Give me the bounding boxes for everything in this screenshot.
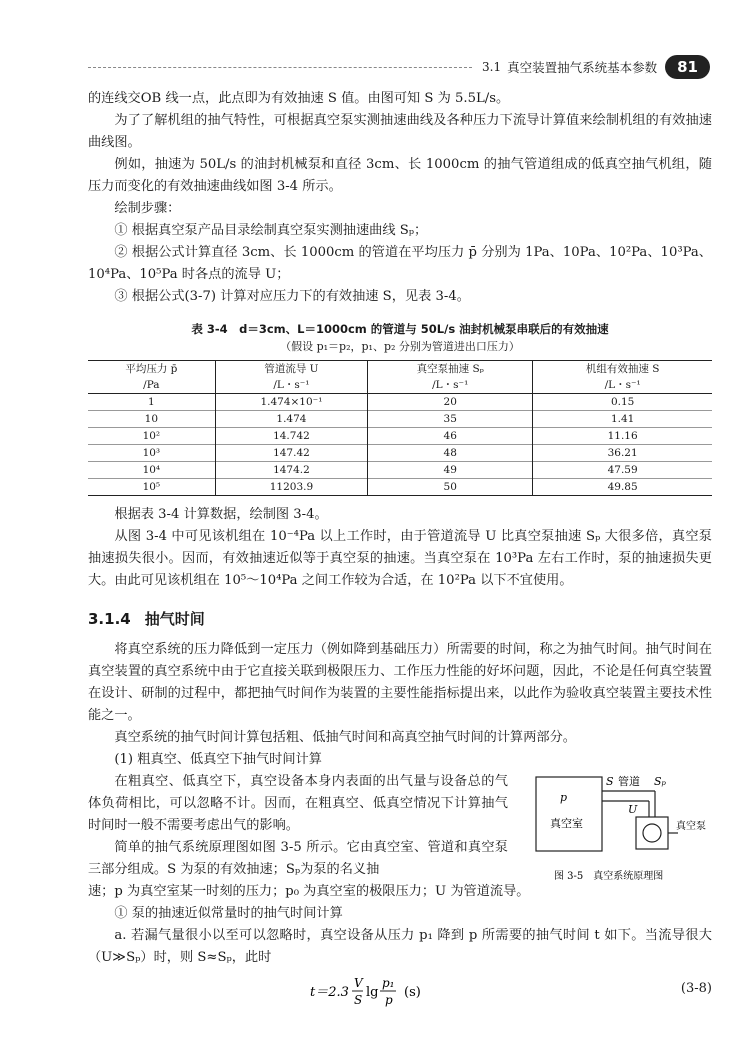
- paragraph: 真空系统的抽气时间计算包括粗、低抽气时间和高真空抽气时间的计算两部分。: [114, 730, 576, 745]
- table-cell: 0.15: [533, 394, 712, 411]
- table-row: [88, 394, 712, 411]
- formula-p1: p₁: [382, 976, 395, 990]
- column-unit: /L・s⁻¹: [215, 377, 367, 394]
- paragraph: 简单的抽气系统原理图如图 3-5 所示。它由真空室、管道和真空泵三部分组成。S 为泵的有效抽速；Sₚ为泵的名义抽: [88, 840, 508, 877]
- table-row: [88, 428, 712, 445]
- vacuum-system-diagram: [532, 771, 712, 885]
- step-item: ① 根据真空泵产品目录绘制真空泵实测抽速曲线 Sₚ；: [114, 223, 428, 238]
- section-number: 3.1.4: [88, 610, 131, 628]
- column-unit: /L・s⁻¹: [533, 377, 712, 394]
- pressure-label: p: [560, 791, 568, 804]
- equation-3-8: [88, 971, 712, 1007]
- table-cell: 10³: [88, 445, 215, 462]
- table-cell: 1.474×10⁻¹: [215, 394, 367, 411]
- table-unit-row: [88, 377, 712, 394]
- subsection-heading: (1) 粗真空、低真空下抽气时间计算: [114, 752, 322, 767]
- paragraph: 在粗真空、低真空下，真空设备本身内表面的出气量与设备总的气体负荷相比，可以忽略不计。因而，在粗真空、低真空情况下计算抽气时间时一般不需要考虑出气的影响。: [88, 774, 508, 833]
- table-cell: 1474.2: [215, 462, 367, 479]
- table-caption: 表 3-4 d＝3cm、L＝1000cm 的管道与 50L/s 油封机械泵串联后的有效抽速: [191, 322, 609, 336]
- paragraph: 从图 3-4 中可见该机组在 10⁻⁴Pa 以上工作时，由于管道流导 U 比真空泵抽速 Sₚ 大很多倍，真空泵抽速损失很小。因而，有效抽速近似等于真空泵的抽速。当真空泵在 10³Pa 左右工作时，泵的抽速损失更大。由此可见该机组在 10⁵～10⁴Pa 之间工作较为合适，在 10²Pa 以下不宜使用。: [88, 529, 712, 588]
- subsection-heading: ① 泵的抽速近似常量时的抽气时间计算: [114, 906, 343, 921]
- figure-wrap: [88, 771, 712, 881]
- data-table: [88, 360, 712, 496]
- table-cell: 49.85: [533, 479, 712, 496]
- paragraph: 根据表 3-4 计算数据，绘制图 3-4。: [114, 507, 328, 522]
- paragraph: 的连线交OB 线一点，此点即为有效抽速 S 值。由图可知 S 为 5.5L/s。: [88, 91, 510, 106]
- paragraph: 绘制步骤：: [114, 201, 181, 216]
- formula-p: p: [385, 993, 393, 1007]
- paragraph: 将真空系统的压力降低到一定压力（例如降到基础压力）所需要的时间，称之为抽气时间。抽气时间在真空装置的真空系统中由于它直接关联到极限压力、工作压力性能的好坏问题，因此，不论是任何真空装置在设计、研制的过程中，都把抽气时间作为装置的主要性能指标提出来，以此作为验收真空装置主要技术性能之一。: [88, 642, 712, 723]
- figure-3-5: [532, 771, 712, 885]
- formula-S: S: [354, 993, 363, 1007]
- figure-caption: 图 3-5 真空系统原理图: [554, 871, 664, 882]
- step-item: ③ 根据公式(3-7) 计算对应压力下的有效抽速 S，见表 3-4。: [114, 289, 470, 304]
- table-header-row: [88, 361, 712, 378]
- table-row: [88, 479, 712, 496]
- table-cell: 10²: [88, 428, 215, 445]
- table-row: [88, 462, 712, 479]
- page-body: [88, 88, 712, 1007]
- table-cell: 20: [368, 394, 533, 411]
- paragraph: 速；p 为真空室某一时刻的压力；p₀ 为真空室的极限压力；U 为管道流导。: [88, 884, 530, 899]
- header-rule: [88, 67, 472, 68]
- formula-V: V: [354, 976, 363, 990]
- table-cell: 10⁴: [88, 462, 215, 479]
- equation-number: (3-8): [680, 981, 712, 996]
- table-cell: 1.41: [533, 411, 712, 428]
- page-header: [88, 54, 710, 80]
- table-row: [88, 411, 712, 428]
- column-header: 平均压力 p̄: [125, 363, 178, 375]
- header-section-number: 3.1: [482, 60, 502, 74]
- table-subcaption: （假设 p₁＝p₂，p₁、p₂ 分别为管道进出口压力）: [280, 340, 520, 353]
- pipe-label: 管道: [618, 775, 640, 788]
- column-header: 真空泵抽速 Sₚ: [368, 361, 533, 378]
- formula-unit: (s): [404, 985, 421, 1000]
- page-number: 81: [665, 55, 710, 79]
- table-cell: 48: [368, 445, 533, 462]
- table-cell: 35: [368, 411, 533, 428]
- pump-box: [636, 817, 668, 849]
- table-cell: 11203.9: [215, 479, 367, 496]
- table-cell: 14.742: [215, 428, 367, 445]
- table-cell: 10: [88, 411, 215, 428]
- U-label: U: [628, 803, 638, 816]
- paragraph: 例如，抽速为 50L/s 的油封机械泵和直径 3cm、长 1000cm 的抽气管道组成的低真空抽气机组，随压力而变化的有效抽速曲线如图 3-4 所示。: [88, 157, 712, 194]
- table-cell: 147.42: [215, 445, 367, 462]
- S-label: S: [606, 775, 614, 788]
- table-cell: 36.21: [533, 445, 712, 462]
- chamber-label: 真空室: [550, 817, 583, 830]
- formula-lhs: t＝2.3: [310, 985, 349, 1000]
- formula-lg: lg: [366, 985, 379, 1000]
- table-cell: 10⁵: [88, 479, 215, 496]
- Sp-label: Sₚ: [654, 775, 666, 788]
- paragraph: 为了了解机组的抽气特性，可根据真空泵实测抽速曲线及各种压力下流导计算值来绘制机组的有效抽速曲线图。: [88, 113, 712, 150]
- table-cell: 1.474: [215, 411, 367, 428]
- column-unit: /Pa: [88, 377, 215, 394]
- formula-expression: [310, 975, 450, 1009]
- step-item: ② 根据公式计算直径 3cm、长 1000cm 的管道在平均压力 p̄ 分别为 1Pa、10Pa、10²Pa、10³Pa、10⁴Pa、10⁵Pa 时各点的流导 U；: [88, 245, 712, 282]
- chamber-box: [536, 777, 602, 851]
- header-section-title: 真空装置抽气系统基本参数: [507, 60, 658, 75]
- pump-label: 真空泵: [676, 821, 706, 832]
- paragraph: a. 若漏气量很小以至可以忽略时，真空设备从压力 p₁ 降到 p 所需要的抽气时间 t 如下。当流导很大（U≫Sₚ）时，则 S≈Sₚ，此时: [88, 928, 712, 965]
- column-unit: /L・s⁻¹: [368, 377, 533, 394]
- table-cell: 46: [368, 428, 533, 445]
- table-cell: 50: [368, 479, 533, 496]
- table-cell: 49: [368, 462, 533, 479]
- section-heading: [88, 608, 712, 629]
- pump-rotor-icon: [643, 824, 661, 842]
- column-header: 管道流导 U: [215, 361, 367, 378]
- column-header: 机组有效抽速 S: [533, 361, 712, 378]
- table-row: [88, 445, 712, 462]
- table-cell: 1: [148, 396, 155, 408]
- table-cell: 11.16: [533, 428, 712, 445]
- table-cell: 47.59: [533, 462, 712, 479]
- section-title: 抽气时间: [144, 610, 205, 628]
